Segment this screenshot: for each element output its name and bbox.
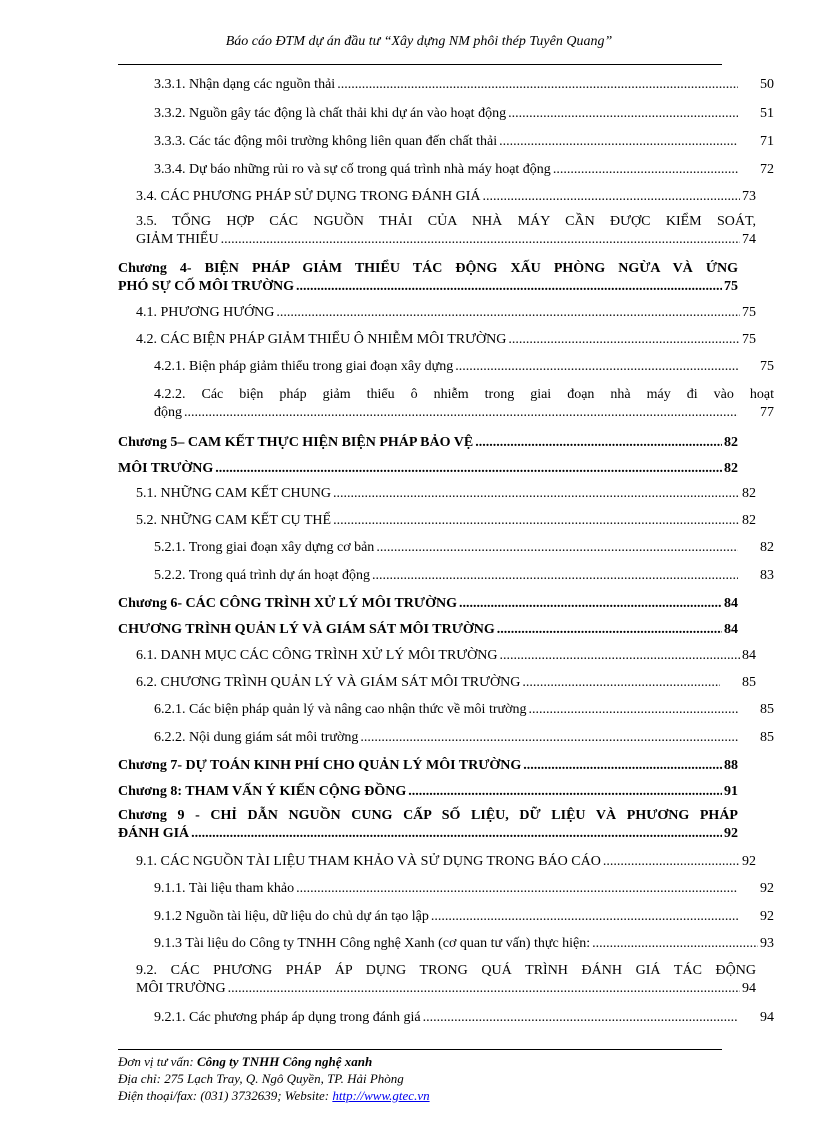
toc-entry-text: Chương 4- BIỆN PHÁP GIẢM THIỂU TÁC ĐỘNG XẤU PHÒNG NGỪA VÀ ỨNG: [118, 261, 738, 276]
toc-entry-page: 92: [760, 909, 774, 924]
toc-entry[interactable]: [118, 304, 756, 322]
toc-entry-text: 5.2. NHỮNG CAM KẾT CỤ THỂ: [136, 513, 332, 528]
toc-entry[interactable]: [118, 701, 774, 719]
toc-entry-text-cont: ĐÁNH GIÁ: [118, 826, 190, 841]
toc-entry[interactable]: [118, 729, 774, 747]
toc-entry-page: 82: [742, 513, 756, 528]
toc-entry-text: 6.2.2. Nội dung giám sát môi trường: [154, 730, 359, 745]
toc-entry-page: 84: [742, 648, 756, 663]
toc-entry-page: 82: [742, 486, 756, 501]
footer-address: Địa chỉ: 275 Lạch Tray, Q. Ngô Quyền, TP. Hải Phòng: [118, 1071, 404, 1086]
toc-entry-text: 9.1. CÁC NGUỒN TÀI LIỆU THAM KHẢO VÀ SỬ DỤNG TRONG BÁO CÁO: [136, 854, 601, 869]
toc-entry-page: 82: [724, 461, 738, 476]
toc-entry-text-cont: MÔI TRƯỜNG: [136, 981, 226, 996]
toc-entry-text: 3.3.1. Nhận dạng các nguồn thải: [154, 77, 336, 92]
toc-chapter[interactable]: [118, 460, 738, 478]
toc-entry-page: 71: [760, 134, 774, 149]
toc-entry-text: 6.1. DANH MỤC CÁC CÔNG TRÌNH XỬ LÝ MÔI TRƯỜNG: [136, 648, 498, 663]
toc-entry-page: 50: [760, 77, 774, 92]
toc-entry[interactable]: [118, 567, 774, 585]
toc-entry-page: 94: [760, 1010, 774, 1025]
toc-entry-page: 85: [760, 730, 774, 745]
toc-entry-text: CHƯƠNG TRÌNH QUẢN LÝ VÀ GIÁM SÁT MÔI TRƯỜNG: [118, 622, 495, 637]
toc-entry-text: 3.3.3. Các tác động môi trường không liên quan đến chất thải: [154, 134, 498, 149]
toc-entry-page: 85: [760, 702, 774, 717]
toc-entry-text: Chương 8: THAM VẤN Ý KIẾN CỘNG ĐỒNG: [118, 784, 407, 799]
footer-website-link[interactable]: http://www.gtec.vn: [332, 1088, 430, 1103]
toc-entry-page: 94: [742, 981, 756, 996]
header-rule: [118, 64, 722, 65]
toc-entry-page: 84: [724, 596, 738, 611]
toc-entry-text-cont: GIẢM THIỂU: [136, 232, 219, 247]
toc-entry-text: 9.1.3 Tài liệu do Công ty TNHH Công nghệ Xanh (cơ quan tư vấn) thực hiện:: [154, 936, 591, 951]
toc-entry-page: 82: [724, 435, 738, 450]
toc-entry-text: 6.2.1. Các biện pháp quản lý và nâng cao nhận thức về môi trường: [154, 702, 527, 717]
toc-entry-text: 5.2.2. Trong quá trình dự án hoạt động: [154, 568, 371, 583]
toc-entry-page: 93: [760, 936, 774, 951]
toc-entry-text: 3.3.4. Dự báo những rủi ro và sự cố trong quá trình nhà máy hoạt động: [154, 162, 551, 177]
toc-entry[interactable]: [118, 512, 756, 530]
toc-chapter[interactable]: [118, 757, 738, 775]
toc-entry-page: 85: [742, 675, 756, 690]
toc-entry[interactable]: [118, 76, 774, 94]
toc-entry[interactable]: [118, 188, 756, 206]
toc-entry[interactable]: [118, 935, 774, 953]
toc-entry[interactable]: [118, 1009, 774, 1027]
toc-entry[interactable]: [118, 908, 774, 926]
toc-entry-text: 9.2.1. Các phương pháp áp dụng trong đánh giá: [154, 1010, 421, 1025]
toc-chapter[interactable]: [118, 807, 738, 843]
toc-entry[interactable]: [118, 485, 756, 503]
toc-entry-text: Chương 9 - CHỈ DẪN NGUỒN CUNG CẤP SỐ LIỆU, DỮ LIỆU VÀ PHƯƠNG PHÁP: [118, 808, 738, 823]
toc-entry-text: 4.2. CÁC BIỆN PHÁP GIẢM THIỂU Ô NHIỄM MÔI TRƯỜNG: [136, 332, 507, 347]
toc-entry[interactable]: [118, 331, 756, 349]
toc-entry-page: 73: [742, 189, 756, 204]
toc-entry-text: 3.5. TỔNG HỢP CÁC NGUỒN THẢI CỦA NHÀ MÁY CẦN ĐƯỢC KIỂM SOÁT,: [136, 214, 756, 229]
footer-unit-name: Công ty TNHH Công nghệ xanh: [197, 1054, 373, 1069]
toc-entry[interactable]: [118, 539, 774, 557]
toc-entry[interactable]: [118, 213, 756, 249]
toc-entry-page: 92: [742, 854, 756, 869]
toc-entry-text: MÔI TRƯỜNG: [118, 461, 214, 476]
toc-entry[interactable]: [118, 880, 774, 898]
toc-entry-text: Chương 7- DỰ TOÁN KINH PHÍ CHO QUẢN LÝ MÔI TRƯỜNG: [118, 758, 522, 773]
toc-entry-page: 83: [760, 568, 774, 583]
toc-entry[interactable]: [118, 358, 774, 376]
toc-entry-text-cont: PHÓ SỰ CỐ MÔI TRƯỜNG: [118, 279, 295, 294]
toc-entry-page: 88: [724, 758, 738, 773]
toc-entry-page: 82: [760, 540, 774, 555]
toc-entry-page: 72: [760, 162, 774, 177]
toc-entry-text: 3.3.2. Nguồn gây tác động là chất thải khi dự án vào hoạt động: [154, 106, 507, 121]
toc-entry-text: 4.2.2. Các biện pháp giảm thiểu ô nhiễm trong giai đoạn nhà máy đi vào hoạt: [154, 387, 774, 402]
toc-entry-page: 91: [724, 784, 738, 799]
toc-entry[interactable]: [118, 674, 756, 692]
toc-entry-page: 74: [742, 232, 756, 247]
footer-unit-label: Đơn vị tư vấn:: [118, 1054, 198, 1069]
toc-entry-page: 77: [760, 405, 774, 420]
toc-entry[interactable]: [118, 105, 774, 123]
toc-entry-page: 51: [760, 106, 774, 121]
page-header: Báo cáo ĐTM dự án đầu tư “Xây dựng NM phôi thép Tuyên Quang”: [225, 34, 613, 49]
page-footer: [118, 1053, 430, 1104]
toc-entry[interactable]: [118, 647, 756, 665]
toc-entry-page: 92: [724, 826, 738, 841]
toc-chapter[interactable]: [118, 434, 738, 452]
toc-entry-text: 3.4. CÁC PHƯƠNG PHÁP SỬ DỤNG TRONG ĐÁNH GIÁ: [136, 189, 481, 204]
toc-entry[interactable]: [118, 853, 756, 871]
toc-entry-text: Chương 5– CAM KẾT THỰC HIỆN BIỆN PHÁP BẢO VỆ: [118, 435, 474, 450]
toc-entry-page: 84: [724, 622, 738, 637]
toc-entry-text: 5.1. NHỮNG CAM KẾT CHUNG: [136, 486, 331, 501]
toc-entry-page: 75: [724, 279, 738, 294]
toc-entry[interactable]: [118, 386, 774, 422]
toc-entry-page: 92: [760, 881, 774, 896]
toc-chapter[interactable]: [118, 783, 738, 801]
toc-entry-page: 75: [742, 332, 756, 347]
toc-entry-text: 9.1.1. Tài liệu tham khảo: [154, 881, 295, 896]
toc-chapter[interactable]: [118, 260, 738, 296]
toc-entry-text: 4.1. PHƯƠNG HƯỚNG: [136, 305, 275, 320]
toc-entry-text-cont: động: [154, 405, 182, 420]
toc-entry-page: 75: [760, 359, 774, 374]
toc-entry[interactable]: [118, 962, 756, 998]
toc-entry-page: 75: [742, 305, 756, 320]
toc-entry-text: 9.2. CÁC PHƯƠNG PHÁP ÁP DỤNG TRONG QUÁ TRÌNH ĐÁNH GIÁ TÁC ĐỘNG: [136, 963, 756, 978]
footer-rule: [118, 1049, 722, 1050]
toc-chapter[interactable]: [118, 595, 738, 613]
toc-chapter[interactable]: [118, 621, 738, 639]
toc-entry[interactable]: [118, 161, 774, 179]
toc-entry-text: 9.1.2 Nguồn tài liệu, dữ liệu do chủ dự án tạo lập: [154, 909, 429, 924]
toc-entry-text: 5.2.1. Trong giai đoạn xây dựng cơ bản: [154, 540, 375, 555]
footer-phone: Điện thoại/fax: (031) 3732639; Website:: [118, 1088, 333, 1103]
toc-entry-text: 6.2. CHƯƠNG TRÌNH QUẢN LÝ VÀ GIÁM SÁT MÔI TRƯỜNG: [136, 675, 521, 690]
toc-entry-text: Chương 6- CÁC CÔNG TRÌNH XỬ LÝ MÔI TRƯỜNG: [118, 596, 457, 611]
toc-entry-text: 4.2.1. Biện pháp giảm thiểu trong giai đoạn xây dựng: [154, 359, 454, 374]
toc-entry[interactable]: [118, 133, 774, 151]
